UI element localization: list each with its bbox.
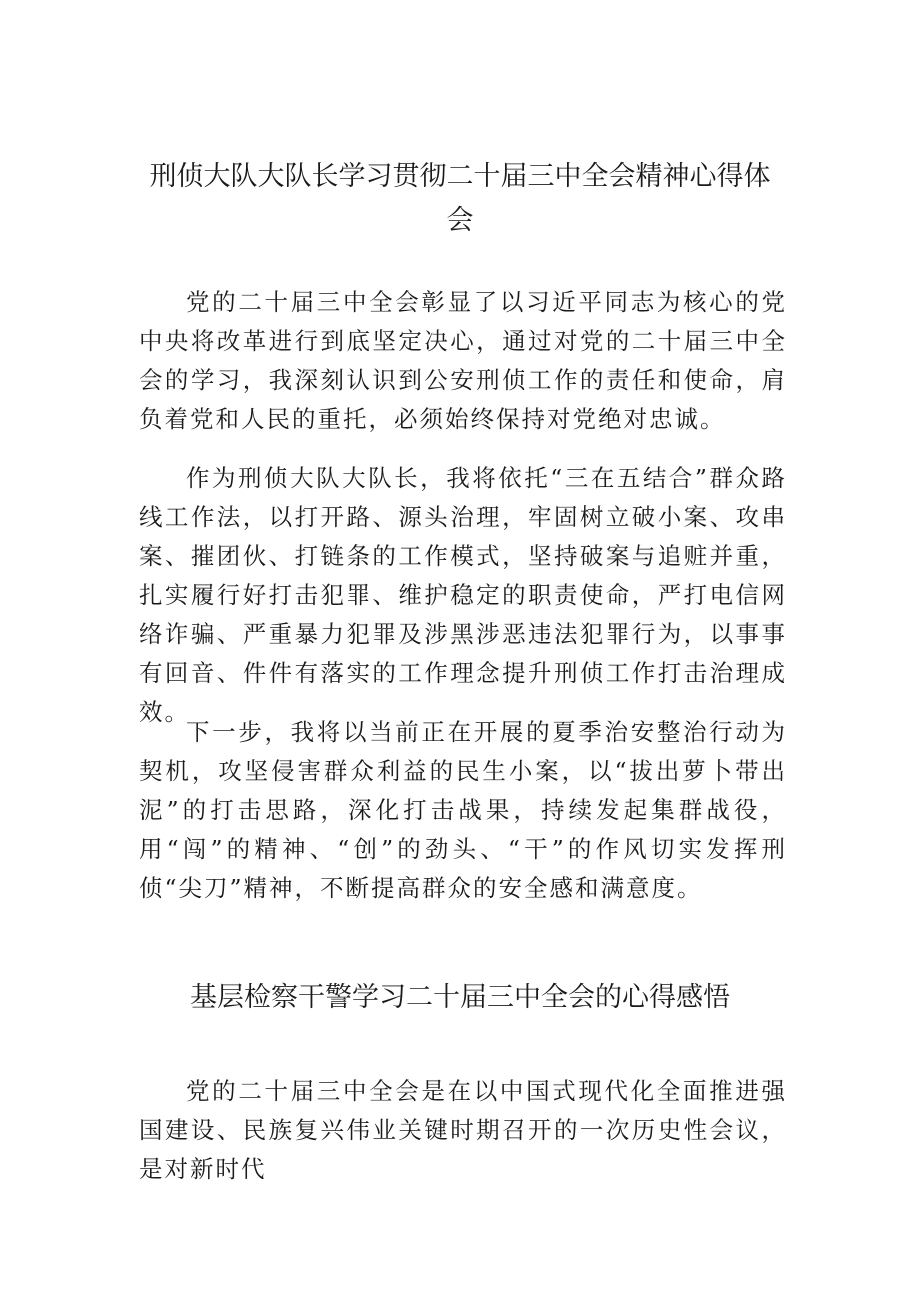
article-title: 刑侦大队大队长学习贯彻二十届三中全会精神心得体会 <box>149 161 771 236</box>
article-title: 基层检察干警学习二十届三中全会的心得感悟 <box>190 982 730 1013</box>
article-paragraph: 党的二十届三中全会彰显了以习近平同志为核心的党中央将改革进行到底坚定决心，通过对党的二十届三中全会的学习，我深刻认识到公安刑侦工作的责任和使命，肩负着党和人民的重托，必须始终保持对党绝对忠诚。 <box>139 288 787 433</box>
article-paragraph: 下一步，我将以当前正在开展的夏季治安整治行动为契机，攻坚侵害群众利益的民生小案，以“拔出萝卜带出泥”的打击思路，深化打击战果，持续发起集群战役，用“闯”的精神、“创”的劲头、“干”的作风切实发挥刑侦“尖刀”精神，不断提高群众的安全感和满意度。 <box>139 718 787 902</box>
article-paragraph: 党的二十届三中全会是在以中国式现代化全面推进强国建设、民族复兴伟业关键时期召开的一次历史性会议，是对新时代 <box>139 1077 787 1183</box>
article-paragraph: 作为刑侦大队大队长，我将依托“三在五结合”群众路线工作法，以打开路、源头治理，牢固树立破小案、攻串案、摧团伙、打链条的工作模式，坚持破案与追赃并重，扎实履行好打击犯罪、维护稳定的职责使命，严打电信网络诈骗、严重暴力犯罪及涉黑涉恶违法犯罪行为，以事事有回音、件件有落实的工作理念提升刑侦工作打击治理成效。 <box>139 464 787 726</box>
